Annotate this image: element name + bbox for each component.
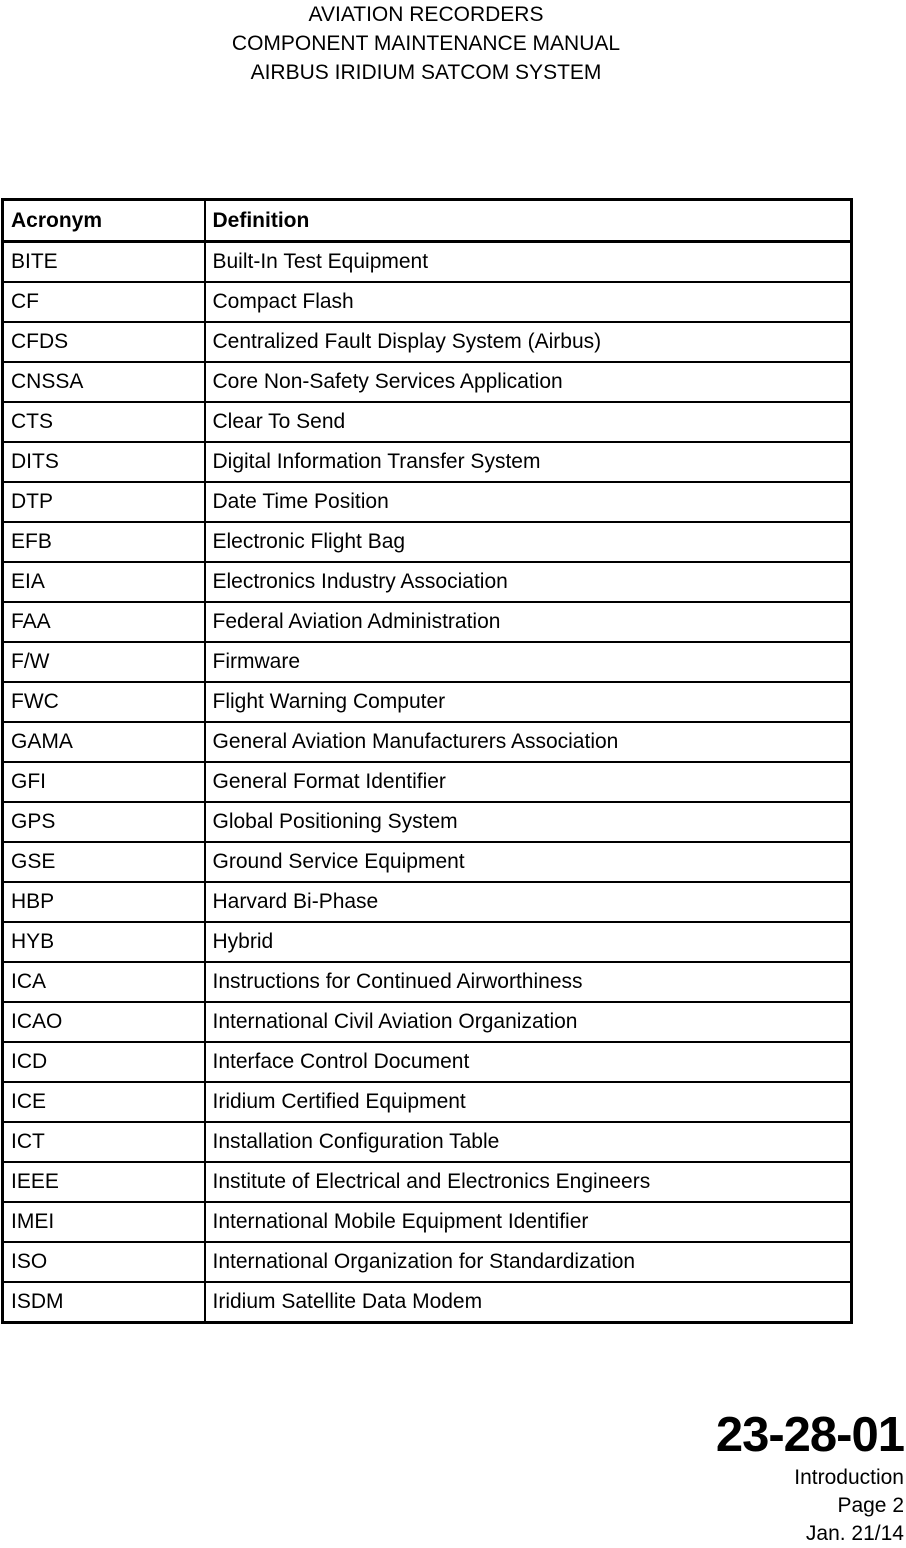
- definition-cell: Built-In Test Equipment: [205, 242, 852, 283]
- definition-cell: Clear To Send: [205, 402, 852, 442]
- table-row: [3, 1002, 852, 1042]
- definition-cell: Interface Control Document: [205, 1042, 852, 1082]
- definition-cell: Installation Configuration Table: [205, 1122, 852, 1162]
- page-header: [0, 0, 852, 87]
- definition-cell: Instructions for Continued Airworthiness: [205, 962, 852, 1002]
- table-row: [3, 882, 852, 922]
- definition-cell: International Mobile Equipment Identifier: [205, 1202, 852, 1242]
- definition-cell: Digital Information Transfer System: [205, 442, 852, 482]
- table-row: [3, 242, 852, 283]
- definition-cell: Date Time Position: [205, 482, 852, 522]
- acronym-cell: IMEI: [3, 1202, 205, 1242]
- definition-cell: International Civil Aviation Organization: [205, 1002, 852, 1042]
- acronym-cell: BITE: [3, 242, 205, 283]
- page-number: Page 2: [837, 1494, 904, 1517]
- table-row: [3, 282, 852, 322]
- table-row: [3, 722, 852, 762]
- acronym-cell: CTS: [3, 402, 205, 442]
- acronym-cell: ISDM: [3, 1282, 205, 1323]
- column-header-acronym: Acronym: [3, 200, 205, 242]
- table-row: [3, 962, 852, 1002]
- table-row: [3, 762, 852, 802]
- table-row: [3, 362, 852, 402]
- definition-cell: Ground Service Equipment: [205, 842, 852, 882]
- definition-cell: Federal Aviation Administration: [205, 602, 852, 642]
- document-number: 23-28-01: [715, 1408, 904, 1462]
- definition-cell: International Organization for Standardization: [205, 1242, 852, 1282]
- page-footer: [716, 1406, 904, 1548]
- definition-cell: Electronics Industry Association: [205, 562, 852, 602]
- acronym-cell: ICD: [3, 1042, 205, 1082]
- table-row: [3, 1042, 852, 1082]
- table-row: [3, 802, 852, 842]
- table-row: [3, 322, 852, 362]
- table-row: [3, 602, 852, 642]
- definition-cell: Electronic Flight Bag: [205, 522, 852, 562]
- header-line-3: AIRBUS IRIDIUM SATCOM SYSTEM: [250, 61, 602, 84]
- acronym-cell: GSE: [3, 842, 205, 882]
- acronym-cell: CF: [3, 282, 205, 322]
- table-row: [3, 1162, 852, 1202]
- acronym-cell: HBP: [3, 882, 205, 922]
- header-line-2: COMPONENT MAINTENANCE MANUAL: [231, 32, 621, 55]
- acronym-cell: GPS: [3, 802, 205, 842]
- definition-cell: Global Positioning System: [205, 802, 852, 842]
- acronym-cell: CNSSA: [3, 362, 205, 402]
- table-row: [3, 562, 852, 602]
- table-header-row: [3, 200, 852, 242]
- table-body: [3, 242, 852, 1323]
- definition-cell: General Aviation Manufacturers Association: [205, 722, 852, 762]
- acronym-cell: ISO: [3, 1242, 205, 1282]
- acronym-cell: FWC: [3, 682, 205, 722]
- table-row: [3, 642, 852, 682]
- acronym-cell: F/W: [3, 642, 205, 682]
- acronym-cell: GFI: [3, 762, 205, 802]
- acronym-cell: IEEE: [3, 1162, 205, 1202]
- acronym-cell: EIA: [3, 562, 205, 602]
- table-row: [3, 1082, 852, 1122]
- table-row: [3, 522, 852, 562]
- definition-cell: Institute of Electrical and Electronics Engineers: [205, 1162, 852, 1202]
- table-row: [3, 1242, 852, 1282]
- table-row: [3, 482, 852, 522]
- acronym-cell: CFDS: [3, 322, 205, 362]
- definition-cell: Harvard Bi-Phase: [205, 882, 852, 922]
- acronym-cell: ICE: [3, 1082, 205, 1122]
- definition-cell: Firmware: [205, 642, 852, 682]
- definition-cell: Iridium Satellite Data Modem: [205, 1282, 852, 1323]
- acronym-cell: DTP: [3, 482, 205, 522]
- table-row: [3, 1202, 852, 1242]
- definition-cell: Iridium Certified Equipment: [205, 1082, 852, 1122]
- table-row: [3, 1282, 852, 1323]
- definition-cell: General Format Identifier: [205, 762, 852, 802]
- revision-date: Jan. 21/14: [805, 1522, 904, 1545]
- header-line-1: AVIATION RECORDERS: [308, 3, 544, 26]
- acronym-cell: GAMA: [3, 722, 205, 762]
- table-row: [3, 922, 852, 962]
- definition-cell: Compact Flash: [205, 282, 852, 322]
- table-row: [3, 842, 852, 882]
- definition-cell: Hybrid: [205, 922, 852, 962]
- acronym-cell: DITS: [3, 442, 205, 482]
- table-row: [3, 682, 852, 722]
- definition-cell: Core Non-Safety Services Application: [205, 362, 852, 402]
- acronym-cell: EFB: [3, 522, 205, 562]
- acronym-cell: FAA: [3, 602, 205, 642]
- definition-cell: Flight Warning Computer: [205, 682, 852, 722]
- section-name: Introduction: [794, 1466, 904, 1489]
- table-row: [3, 442, 852, 482]
- table-row: [3, 1122, 852, 1162]
- acronym-cell: HYB: [3, 922, 205, 962]
- acronym-cell: ICAO: [3, 1002, 205, 1042]
- column-header-definition: Definition: [205, 200, 852, 242]
- acronym-cell: ICT: [3, 1122, 205, 1162]
- acronym-table: [1, 198, 853, 1324]
- table-row: [3, 402, 852, 442]
- acronym-cell: ICA: [3, 962, 205, 1002]
- definition-cell: Centralized Fault Display System (Airbus): [205, 322, 852, 362]
